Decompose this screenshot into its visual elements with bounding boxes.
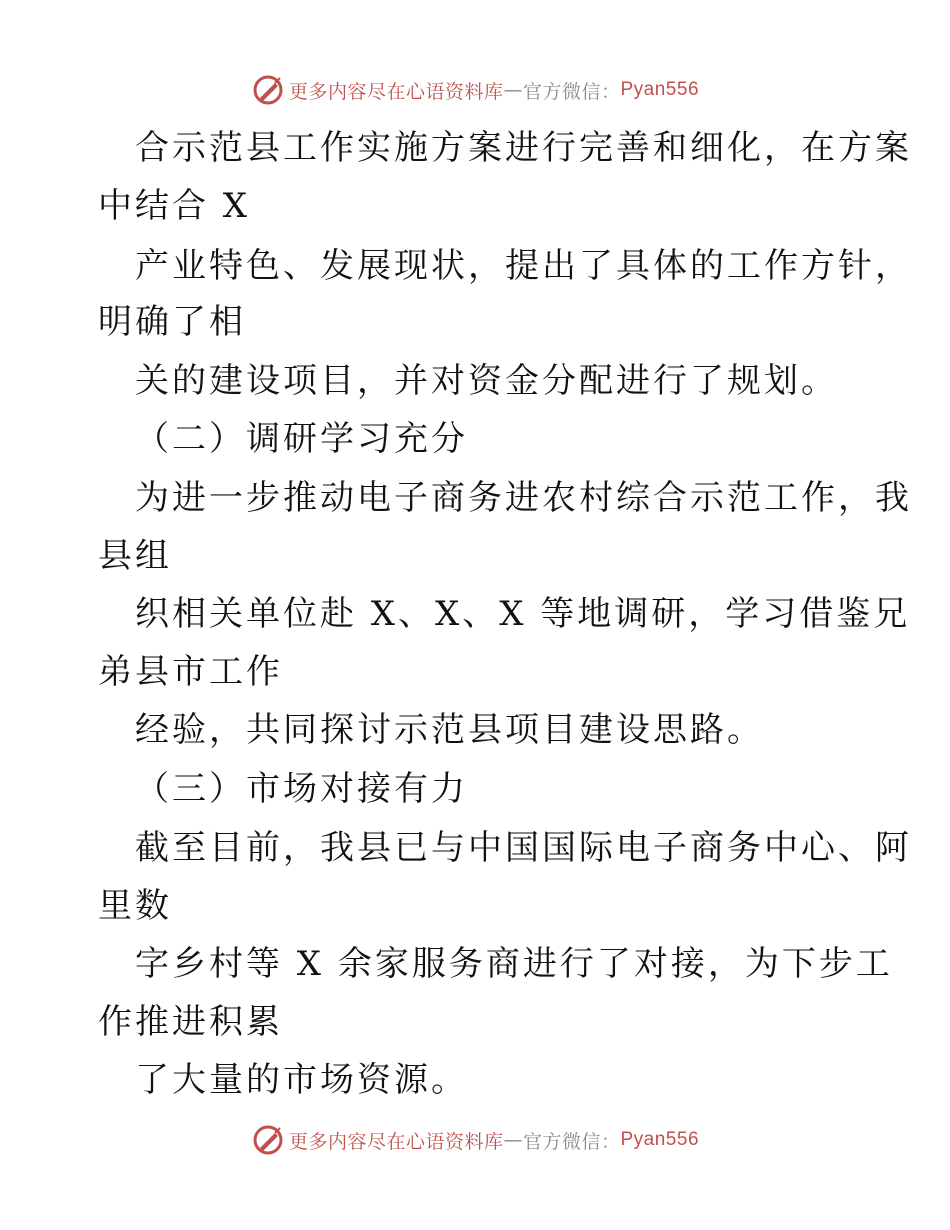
- section-heading: （二）调研学习充分: [135, 419, 468, 459]
- text-line: 织相关单位赴 X、X、X 等地调研，学习借鉴兄: [135, 594, 911, 634]
- text-line: 关的建设项目，并对资金分配进行了规划。: [135, 361, 838, 401]
- watermark-official-label: 官方微信：: [522, 80, 621, 103]
- text-line: 县组: [98, 536, 172, 576]
- text-line: 作推进积累: [98, 1002, 283, 1042]
- text-line: 了大量的市场资源。: [135, 1060, 468, 1100]
- watermark-site-text: 更多内容尽在心语资料库: [288, 1130, 504, 1153]
- watermark-separator: —: [503, 79, 523, 101]
- text-line: 字乡村等 X 余家服务商进行了对接，为下步工: [135, 944, 893, 984]
- text-line: 产业特色、发展现状，提出了具体的工作方针，: [135, 246, 912, 286]
- watermark-official-label: 官方微信：: [522, 1130, 621, 1153]
- header-watermark: [0, 70, 950, 110]
- text-line: 为进一步推动电子商务进农村综合示范工作，我: [135, 478, 912, 518]
- pen-logo-icon: [251, 1123, 285, 1157]
- text-line: 明确了相: [98, 302, 246, 342]
- footer-watermark: [0, 1120, 950, 1160]
- watermark-wechat-id: Pyan556: [620, 1129, 700, 1150]
- text-line: 中结合 X: [98, 186, 251, 226]
- pen-logo-icon: [251, 73, 285, 107]
- text-line: 经验，共同探讨示范县项目建设思路。: [135, 710, 764, 750]
- watermark-separator: —: [503, 1129, 523, 1151]
- text-line: 弟县市工作: [98, 652, 283, 692]
- text-line: 里数: [98, 886, 172, 926]
- text-line: 截至目前，我县已与中国国际电子商务中心、阿: [135, 828, 912, 868]
- watermark-site-text: 更多内容尽在心语资料库: [288, 80, 504, 103]
- watermark-wechat-id: Pyan556: [620, 79, 700, 100]
- section-heading: （三）市场对接有力: [135, 769, 468, 809]
- text-line: 合示范县工作实施方案进行完善和细化，在方案: [135, 128, 912, 168]
